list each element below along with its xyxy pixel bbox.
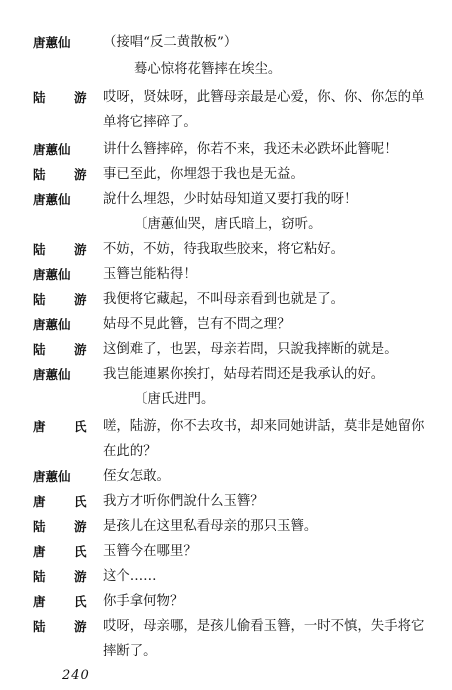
dialogue-text: 我方才听你們說什么玉簪？ [103,494,264,509]
speaker-name: 陆 游 [33,167,95,182]
dialogue-line [0,112,452,134]
dialogue-text: 姑母不見此簪，岂有不問之理？ [103,317,291,332]
dialogue-text: 是孩儿在这里私看母亲的那只玉簪。 [103,519,318,534]
dialogue-text: 你手拿何物？ [103,594,184,609]
speaker-name: 陆 游 [33,242,95,257]
dialogue-line [0,59,452,81]
dialogue-line [0,591,452,613]
dialogue-line [0,491,452,513]
dialogue-line [0,239,452,261]
dialogue-text: 这个…… [103,569,157,584]
speaker-name: 唐蕙仙 [33,469,71,484]
dialogue-line [0,139,452,161]
dialogue-text: 不妨，不妨，待我取些胶来，将它粘好。 [103,242,345,257]
dialogue-text: 我岂能連累你挨打，姑母若問还是我承认的好。 [103,367,385,382]
dialogue-line [0,389,452,411]
dialogue-text: 玉簪今在哪里？ [103,544,197,559]
dialogue-text: 这倒难了，也罢，母亲若問，只說我摔断的就是。 [103,342,398,357]
speaker-name: 陆 游 [33,619,95,634]
dialogue-line [0,541,452,563]
speaker-name: 唐 氏 [33,419,95,434]
dialogue-line [0,214,452,236]
speaker-name: 陆 游 [33,292,95,307]
dialogue-text: 我便将它藏起，不叫母亲看到也就是了。 [103,292,345,307]
dialogue-line [0,264,452,286]
dialogue-text: 事已至此，你埋怨于我也是无益。 [103,167,304,182]
dialogue-line [0,616,452,638]
speaker-name: 陆 游 [33,342,95,357]
dialogue-line [0,364,452,386]
speaker-name: 陆 游 [33,569,95,584]
stage-direction: 蓦心惊将花簪摔在埃尘。 [134,62,282,77]
dialogue-line [0,466,452,488]
speaker-name: 陆 游 [33,519,95,534]
dialogue-text: 哎呀，贤妹呀，此簪母亲最是心爱，你、你、你怎的单 [103,90,425,105]
dialogue-continuation: 在此的？ [103,444,157,459]
speaker-name: 唐 氏 [33,494,95,509]
dialogue-continuation: 摔断了。 [103,644,157,659]
dialogue-text: 玉簪岂能粘得！ [103,267,197,282]
stage-direction: 〔唐蕙仙哭，唐氏暗上，窃听。 [134,217,322,232]
dialogue-line [0,314,452,336]
speaker-name: 唐 氏 [33,544,95,559]
speaker-name: 唐蕙仙 [33,267,71,282]
dialogue-line [0,441,452,463]
speaker-name: 唐蕙仙 [33,192,71,207]
speaker-name: 唐 氏 [33,594,95,609]
speaker-name: 陆 游 [33,90,95,105]
dialogue-continuation: 单将它摔碎了。 [103,115,197,130]
speaker-name: 唐蕙仙 [33,35,71,50]
page-number: 240 [62,668,90,683]
dialogue-text: 嗟，陆游，你不去攻书，却来同她讲話，莫非是她留你 [103,419,425,434]
dialogue-line [0,87,452,109]
speaker-name: 唐蕙仙 [33,317,71,332]
dialogue-line [0,641,452,663]
dialogue-line [0,339,452,361]
dialogue-line [0,289,452,311]
speaker-name: 唐蕙仙 [33,367,71,382]
stage-direction: 〔唐氏进門。 [134,392,215,407]
dialogue-line [0,164,452,186]
speaker-name: 唐蕙仙 [33,142,71,157]
dialogue-text: 說什么埋怨，少时姑母知道又要打我的呀！ [103,192,358,207]
dialogue-line [0,516,452,538]
dialogue-text: 侄女怎敢。 [103,469,170,484]
dialogue-line [0,32,452,54]
dialogue-text: 哎呀，母亲哪，是孩儿偷看玉簪，一时不慎，失手将它 [103,619,425,634]
dialogue-line [0,189,452,211]
dialogue-text: 讲什么簪摔碎，你若不来，我还未必跌坏此簪呢！ [103,142,398,157]
dialogue-text: （接唱“反二黄散板”） [103,35,238,50]
dialogue-line [0,416,452,438]
dialogue-line [0,566,452,588]
